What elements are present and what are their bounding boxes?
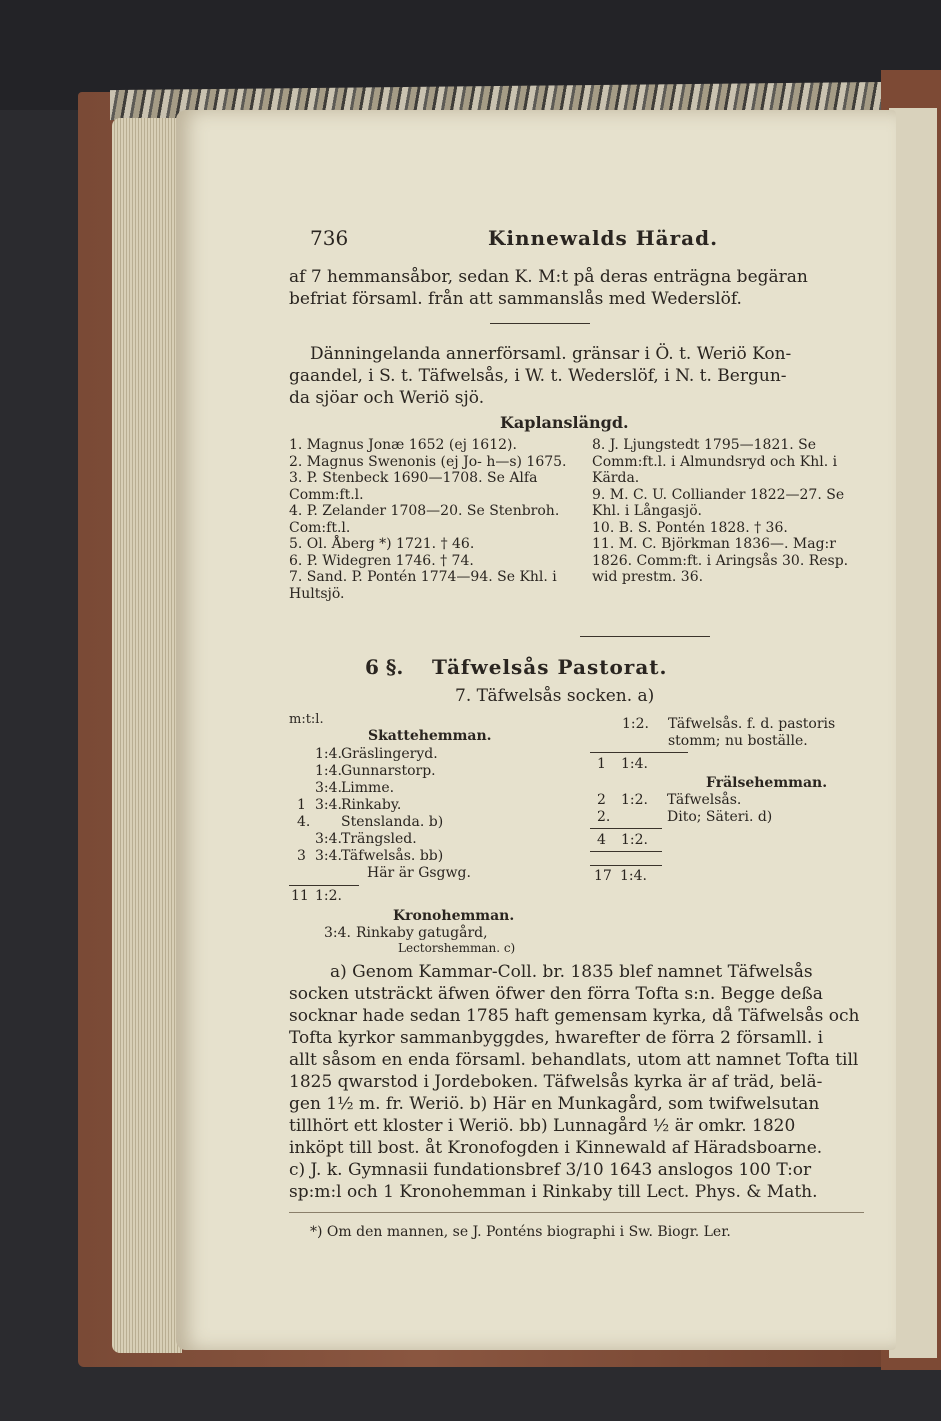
note-line: tillhört ett kloster i Weriö. bb) Lunnagård ½ är omkr. 1820	[289, 1116, 796, 1136]
total-rule	[590, 828, 662, 829]
separator	[580, 636, 710, 637]
intro-line-1: af 7 hemmansåbor, sedan K. M:t på deras enträgna begäran	[289, 267, 808, 287]
table-total: 17 1:4.	[594, 868, 647, 884]
intro-line-2: befriat församl. från att sammanslås med Wederslöf.	[289, 289, 742, 309]
list-item: 5. Ol. Åberg *) 1721. † 46.	[289, 536, 475, 552]
fralse-heading: Frälsehemman.	[706, 775, 828, 791]
note-line: allt såsom en enda församl. behandlats, utom att namnet Tofta till	[289, 1050, 859, 1070]
note-line: sp:m:l och 1 Kronohemman i Rinkaby till Lect. Phys. & Math.	[289, 1182, 818, 1202]
section-title: Täfwelsås Pastorat.	[432, 655, 668, 679]
table-row: 1:4.Gunnarstorp.	[315, 763, 436, 779]
mtl-label: m:t:l.	[289, 712, 324, 727]
table-total: 11 1:2.	[291, 888, 342, 904]
boundary-line-3: da sjöar och Weriö sjö.	[289, 388, 485, 408]
note-line: Tofta kyrkor sammanbyggdes, hwarefter de förra 2 församll. i	[289, 1028, 824, 1048]
note-line: 1825 qwarstod i Jordeboken. Täfwelsås kyrka är af träd, belä-	[289, 1072, 823, 1092]
page-stack-edge	[112, 118, 182, 1353]
table-row: 4. Stenslanda. b)	[297, 814, 444, 830]
table-row: 3:4.Limme.	[315, 780, 395, 796]
list-item: 1. Magnus Jonæ 1652 (ej 1612).	[289, 437, 517, 453]
table-row: 1 1:4.	[597, 756, 648, 772]
table-row: 2. Dito; Säteri. d)	[597, 809, 773, 825]
section-number: 6 §.	[365, 655, 404, 679]
note-line: gen 1½ m. fr. Weriö. b) Här en Munkagård, som twifwelsutan	[289, 1094, 820, 1114]
footnote-rule	[289, 1212, 864, 1213]
table-row: 2 1:2. Täfwelsås.	[597, 792, 742, 808]
table-row: 4 1:2.	[597, 832, 648, 848]
kaplan-list-left	[289, 437, 579, 602]
list-item: 9. M. C. U. Colliander 1822—27. Se Khl. i Långasjö.	[592, 486, 845, 519]
list-item: 6. P. Widegren 1746. † 74.	[289, 552, 474, 569]
total-rule	[590, 851, 662, 852]
list-item: 8. J. Ljungstedt 1795—1821. Se Comm:ft.l. i Almundsryd och Khl. i Kärda.	[592, 437, 838, 486]
list-item: 11. M. C. Björkman 1836—. Mag:r 1826. Comm:ft. i Aringsås 30. Resp. wid prestm. 36.	[592, 536, 849, 585]
table-row: 1:2. Täfwelsås. f. d. pastoris	[622, 716, 836, 732]
table-row: 1 3:4.Rinkaby.	[297, 797, 402, 813]
total-rule	[590, 752, 688, 753]
running-title: Kinnewalds Härad.	[488, 226, 719, 250]
section-subtitle: 7. Täfwelsås socken. a)	[455, 686, 655, 706]
total-rule	[289, 885, 359, 886]
right-page-edge	[889, 108, 937, 1358]
boundary-line-1: Dänningelanda annerförsaml. gränsar i Ö. t. Weriö Kon-	[310, 344, 792, 364]
page-number: 736	[310, 226, 349, 250]
list-item: 3. P. Stenbeck 1690—1708. Se Alfa Comm:ft.l.	[289, 470, 538, 503]
list-item: 10. B. S. Pontén 1828. † 36.	[592, 519, 788, 536]
table-row: Här är Gsgwg.	[367, 865, 471, 881]
note-line: socken utsträckt äfwen öfwer den förra Tofta s:n. Begge deßa	[289, 984, 823, 1004]
note-line: socknar hade sedan 1785 haft gemensam kyrka, då Täfwelsås och	[289, 1006, 860, 1026]
skatte-heading: Skattehemman.	[368, 728, 492, 744]
table-row: 3 3:4.Täfwelsås. bb)	[297, 848, 444, 864]
list-item: 7. Sand. P. Pontén 1774—94. Se Khl. i Hultsjö.	[289, 569, 557, 602]
total-rule	[590, 865, 662, 866]
boundary-line-2: gaandel, i S. t. Täfwelsås, i W. t. Wederslöf, i N. t. Bergun-	[289, 366, 787, 386]
table-row: stomm; nu boställe.	[668, 733, 808, 749]
list-item: 2. Magnus Swenonis (ej Jo- h—s) 1675.	[289, 453, 567, 470]
note-line: inköpt till bost. åt Kronofogden i Kinnewald af Häradsboarne.	[289, 1138, 823, 1158]
krono-heading: Kronohemman.	[393, 908, 515, 924]
table-row: Lectorshemman. c)	[398, 941, 516, 955]
table-row: 1:4.Gräslingeryd.	[315, 746, 438, 762]
table-row: 3:4. Rinkaby gatugård,	[324, 925, 488, 941]
kaplan-list-right	[592, 437, 864, 586]
footnote: *) Om den mannen, se J. Ponténs biographi i Sw. Biogr. Ler.	[310, 1224, 731, 1240]
note-line: c) J. k. Gymnasii fundationsbref 3/10 1643 anslogos 100 T:or	[289, 1160, 812, 1180]
list-item: 4. P. Zelander 1708—20. Se Stenbroh. Com:ft.l.	[289, 503, 560, 536]
note-line: a) Genom Kammar-Coll. br. 1835 blef namnet Täfwelsås	[330, 962, 813, 982]
kaplan-heading: Kaplanslängd.	[500, 413, 629, 432]
table-row: 3:4.Trängsled.	[315, 831, 417, 847]
separator	[490, 323, 590, 324]
